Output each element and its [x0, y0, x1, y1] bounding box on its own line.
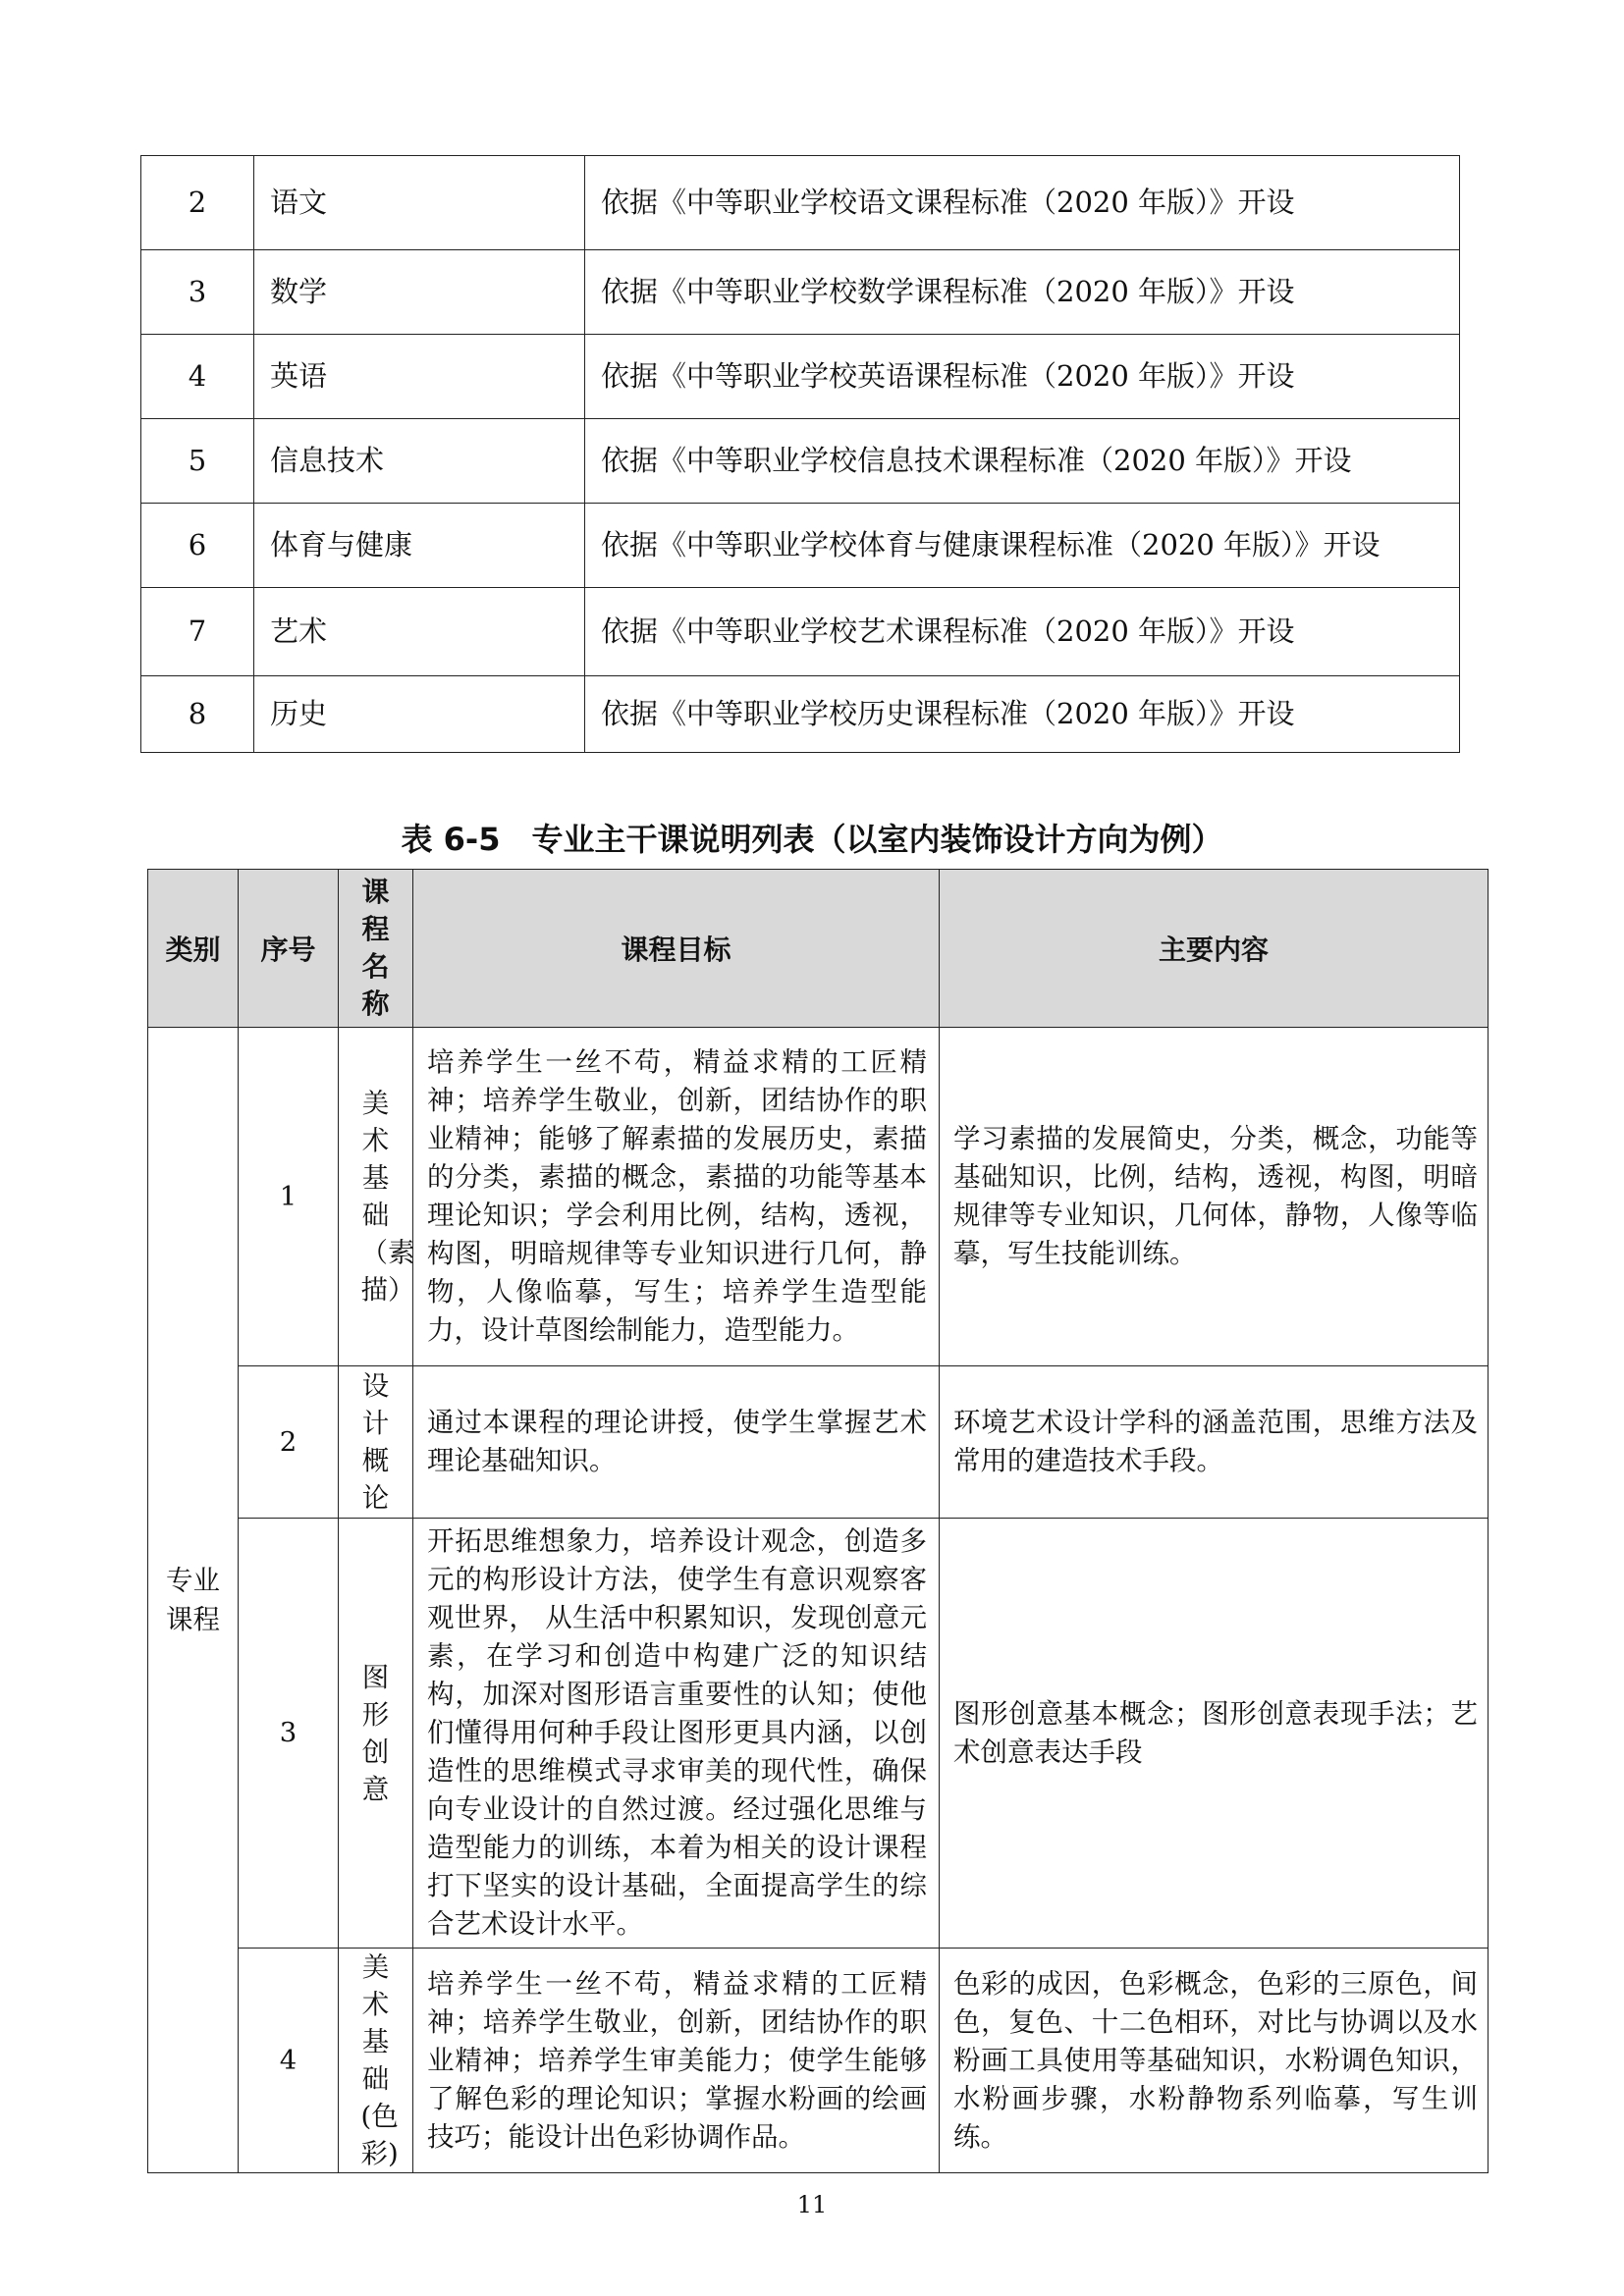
course-content: 环境艺术设计学科的涵盖范围，思维方法及常用的建造技术手段。 — [940, 1366, 1489, 1519]
table-row — [148, 1519, 1489, 1949]
course-name-cell — [339, 1949, 413, 2173]
row-number: 6 — [141, 504, 254, 588]
course-name: 艺术 — [254, 588, 585, 676]
row-number: 4 — [141, 335, 254, 419]
course-content: 图形创意基本概念；图形创意表现手法；艺术创意表达手段 — [940, 1519, 1489, 1949]
core-course-table — [147, 869, 1489, 2173]
table-row — [141, 335, 1460, 419]
course-name: 信息技术 — [254, 419, 585, 504]
table-row — [141, 588, 1460, 676]
header-goal: 课程目标 — [413, 870, 940, 1028]
course-name-cell — [339, 1366, 413, 1519]
row-number: 7 — [141, 588, 254, 676]
course-basis: 依据《中等职业学校信息技术课程标准（2020 年版）》开设 — [585, 419, 1460, 504]
table-title: 表 6-5 专业主干课说明列表（以室内装饰设计方向为例） — [401, 821, 1223, 858]
course-basis: 依据《中等职业学校数学课程标准（2020 年版）》开设 — [585, 250, 1460, 335]
row-number: 3 — [141, 250, 254, 335]
course-goal: 培养学生一丝不苟，精益求精的工匠精神；培养学生敬业，创新，团结协作的职业精神；能够了解素描的发展历史，素描的分类，素描的概念，素描的功能等基本理论知识；学会利用比例，结构，透视，构图，明暗规律等专业知识进行几何，静物，人像临摹，写生；培养学生造型能力，设计草图绘制能力，造型能力。 — [413, 1028, 940, 1366]
table-row — [141, 504, 1460, 588]
course-name: 美术基础（素描） — [360, 1088, 415, 1306]
course-content: 学习素描的发展简史，分类，概念，功能等基础知识，比例，结构，透视，构图，明暗规律等专业知识，几何体，静物，人像等临摹，写生技能训练。 — [940, 1028, 1489, 1366]
course-basis: 依据《中等职业学校体育与健康课程标准（2020 年版）》开设 — [585, 504, 1460, 588]
header-category: 类别 — [148, 870, 239, 1028]
course-table-public — [140, 155, 1460, 753]
course-name-cell — [339, 1028, 413, 1366]
course-name: 美术基础(色彩) — [360, 1951, 399, 2169]
row-seq: 2 — [239, 1366, 339, 1519]
course-name: 语文 — [254, 156, 585, 250]
course-name: 体育与健康 — [254, 504, 585, 588]
page-number: 11 — [796, 2191, 828, 2218]
course-name: 数学 — [254, 250, 585, 335]
row-seq: 3 — [239, 1519, 339, 1949]
course-content: 色彩的成因，色彩概念，色彩的三原色，间色，复色、十二色相环，对比与协调以及水粉画工具使用等基础知识，水粉调色知识，水粉画步骤，水粉静物系列临摹，写生训练。 — [940, 1949, 1489, 2173]
header-seq: 序号 — [239, 870, 339, 1028]
course-name: 历史 — [254, 676, 585, 753]
table-row — [141, 250, 1460, 335]
category-text: 专业课程 — [166, 1565, 220, 1635]
course-name-cell — [339, 1519, 413, 1949]
course-name: 图形创意 — [361, 1661, 390, 1805]
course-name: 英语 — [254, 335, 585, 419]
course-basis: 依据《中等职业学校英语课程标准（2020 年版）》开设 — [585, 335, 1460, 419]
table-row — [148, 1028, 1489, 1366]
row-seq: 4 — [239, 1949, 339, 2173]
table-row — [141, 156, 1460, 250]
table-row — [148, 1366, 1489, 1519]
header-row — [148, 870, 1489, 1028]
header-course-name-text: 课程名称 — [361, 876, 390, 1020]
table-row — [141, 676, 1460, 753]
row-seq: 1 — [239, 1028, 339, 1366]
course-goal: 开拓思维想象力，培养设计观念，创造多元的构形设计方法，使学生有意识观察客观世界， 从生活中积累知识，发现创意元素，在学习和创造中构建广泛的知识结构，加深对图形语言重要性的认知；使他们懂得用何种手段让图形更具内涵，以创造性的思维模式寻求审美的现代性，确保向专业设计的自然过渡。经过强化思维与造型能力的训练，本着为相关的设计课程打下坚实的设计基础，全面提高学生的综合艺术设计水平。 — [413, 1519, 940, 1949]
header-content: 主要内容 — [940, 870, 1489, 1028]
course-goal: 通过本课程的理论讲授，使学生掌握艺术理论基础知识。 — [413, 1366, 940, 1519]
table-row — [141, 419, 1460, 504]
row-number: 5 — [141, 419, 254, 504]
table-row — [148, 1949, 1489, 2173]
row-number: 2 — [141, 156, 254, 250]
course-name: 设计概论 — [361, 1370, 390, 1514]
course-basis: 依据《中等职业学校历史课程标准（2020 年版）》开设 — [585, 676, 1460, 753]
row-number: 8 — [141, 676, 254, 753]
course-goal: 培养学生一丝不苟，精益求精的工匠精神；培养学生敬业，创新，团结协作的职业精神；培养学生审美能力；使学生能够了解色彩的理论知识；掌握水粉画的绘画技巧；能设计出色彩协调作品。 — [413, 1949, 940, 2173]
course-basis: 依据《中等职业学校艺术课程标准（2020 年版）》开设 — [585, 588, 1460, 676]
header-course-name — [339, 870, 413, 1028]
category-cell — [148, 1028, 239, 2173]
course-basis: 依据《中等职业学校语文课程标准（2020 年版）》开设 — [585, 156, 1460, 250]
